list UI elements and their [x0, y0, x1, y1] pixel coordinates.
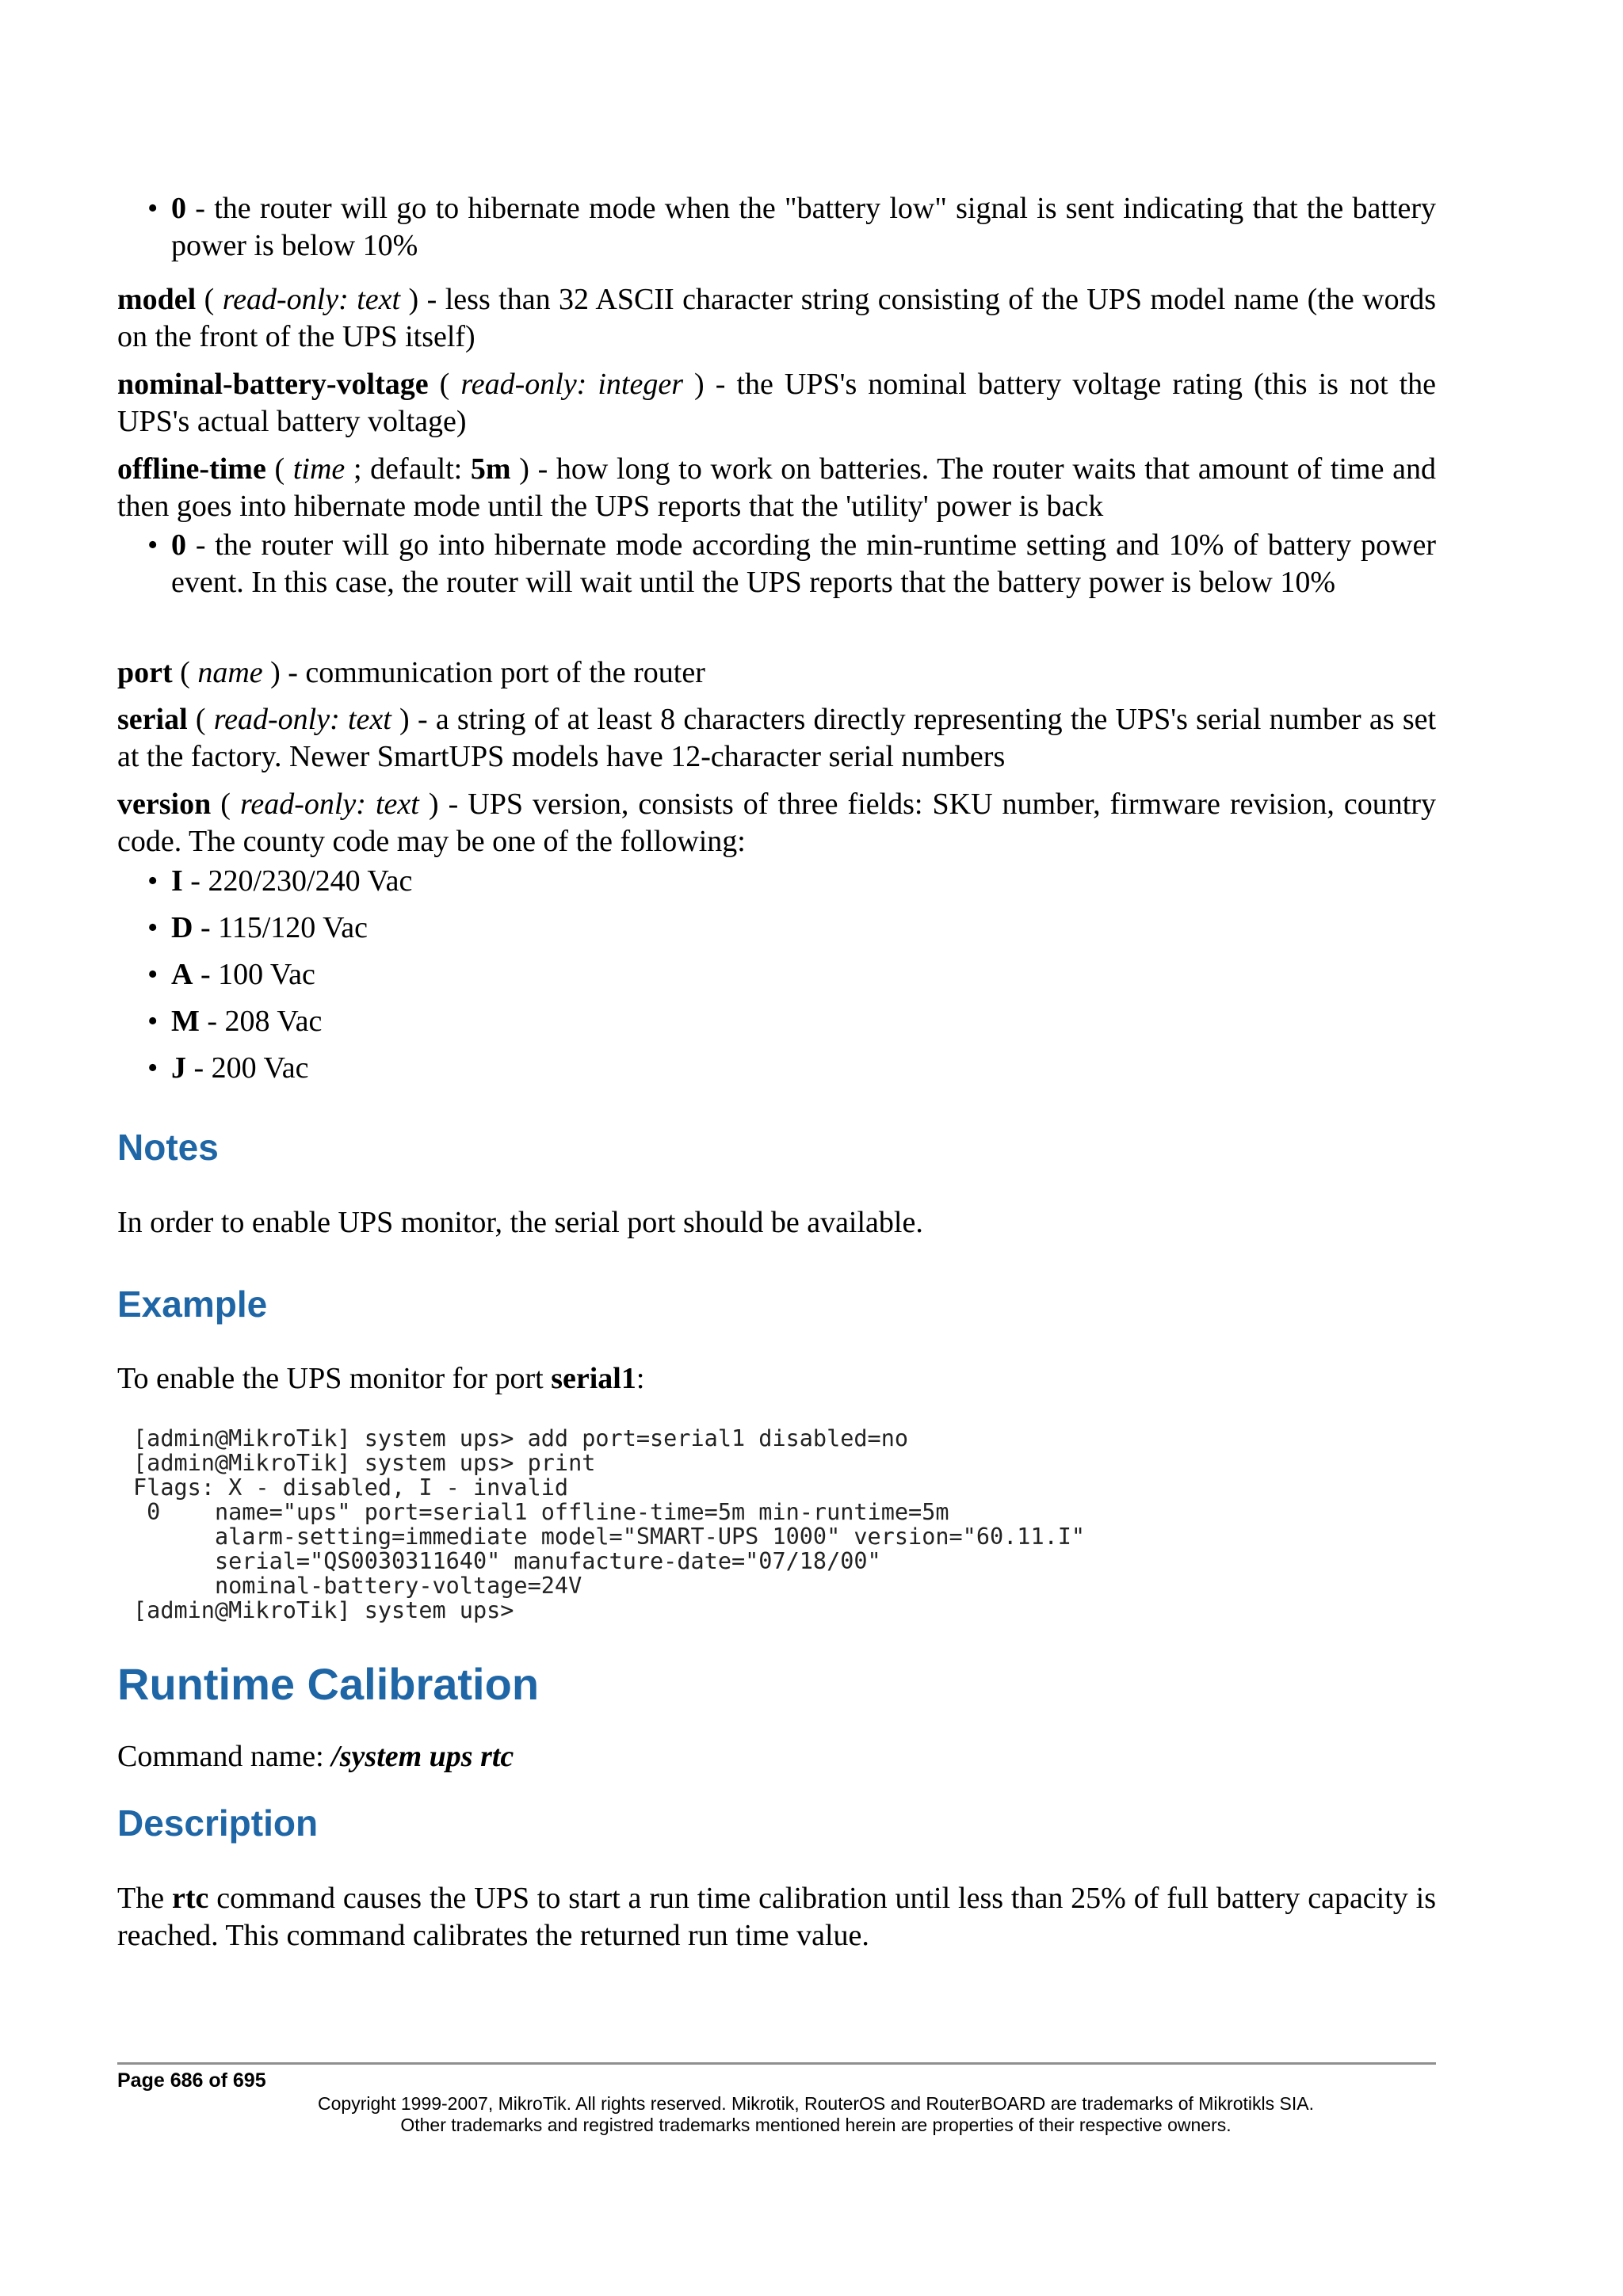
bullet-text: - 115/120 Vac	[193, 911, 369, 944]
command-name	[117, 1738, 1436, 1775]
property-name: model	[117, 283, 197, 316]
property-version	[117, 786, 1436, 860]
property-desc: - communication port of the router	[288, 656, 705, 689]
description-post: command causes the UPS to start a run time calibration until less than 25% of full battery capacity is reached. This command calibrates the returned run time value.	[117, 1882, 1436, 1952]
paren-close: )	[510, 452, 538, 486]
command-value: /system ups rtc	[331, 1740, 514, 1773]
paren-close: )	[400, 283, 427, 316]
bullet-marker: •	[147, 192, 158, 225]
bullet-marker: •	[147, 911, 158, 944]
property-desc: - the UPS's nominal battery voltage rating (this is not the UPS's actual battery voltage)	[117, 368, 1437, 438]
bullet-key: I	[171, 864, 183, 898]
footer-divider	[117, 2062, 1436, 2065]
bullet-text: - 200 Vac	[186, 1051, 309, 1085]
property-type: read-only: text	[239, 788, 419, 821]
description-pre: The	[117, 1882, 172, 1915]
property-offline-time	[117, 451, 1436, 525]
paren-close: )	[418, 788, 449, 821]
bullet-marker: •	[147, 528, 158, 562]
default-value: 5m	[470, 452, 511, 486]
bullet-text: - the router will go into hibernate mode according the min-runtime setting and 10% of battery power event. In this case, the router will wait until the UPS reports that the battery power is below 10%	[171, 528, 1436, 599]
section-heading: Runtime Calibration	[117, 1659, 540, 1709]
property-model	[117, 281, 1436, 356]
description-text	[117, 1880, 1436, 1955]
property-name: port	[117, 656, 173, 689]
list-item	[147, 1003, 1436, 1040]
list-item	[147, 1050, 1436, 1087]
paren-open: (	[196, 283, 223, 316]
bullet-marker: •	[147, 864, 158, 898]
command-label: Command name:	[117, 1740, 332, 1773]
example-port: serial1	[551, 1362, 636, 1395]
property-name: serial	[117, 703, 188, 736]
bullet-text: - 208 Vac	[199, 1005, 323, 1038]
paren-open: (	[211, 788, 240, 821]
paren-close: )	[391, 703, 418, 736]
paren-open: (	[172, 656, 198, 689]
list-item	[147, 910, 1436, 947]
paren-close: )	[262, 656, 288, 689]
property-type: name	[197, 656, 263, 689]
bullet-key: M	[171, 1005, 200, 1038]
example-heading: Example	[117, 1283, 268, 1325]
property-name: offline-time	[117, 452, 266, 486]
paren-close: )	[683, 368, 716, 401]
list-item	[147, 863, 1436, 900]
notes-text: In order to enable UPS monitor, the serial port should be available.	[117, 1206, 923, 1239]
property-type: read-only: text	[222, 283, 401, 316]
description-heading: Description	[117, 1802, 319, 1844]
bullet-marker: •	[147, 1005, 158, 1038]
trademark-line: Other trademarks and registred trademarks mentioned herein are properties of their respective owners.	[400, 2115, 1232, 2135]
property-name: version	[117, 788, 212, 821]
bullet-text: - the router will go to hibernate mode when the "battery low" signal is sent indicating that the battery power is below 10%	[171, 192, 1436, 262]
property-port	[117, 654, 1436, 692]
list-item	[147, 527, 1436, 601]
list-item	[147, 956, 1436, 994]
paren-open: (	[265, 452, 293, 486]
description-command: rtc	[171, 1882, 209, 1915]
property-desc: - UPS version, consists of three fields: SKU number, firmware revision, country code. The county code may be one of the following:	[117, 788, 1436, 858]
property-desc: - how long to work on batteries. The router waits that amount of time and then goes into hibernate mode until the UPS reports that the 'utility' power is back	[117, 452, 1436, 523]
property-name: nominal-battery-voltage	[117, 368, 429, 401]
paren-open: (	[187, 703, 214, 736]
bullet-text: - 220/230/240 Vac	[182, 864, 413, 898]
property-serial	[117, 701, 1436, 776]
bullet-marker: •	[147, 958, 158, 991]
property-desc: - a string of at least 8 characters directly representing the UPS's serial number as set at the factory. Newer SmartUPS models have 12-character serial numbers	[117, 703, 1437, 773]
notes-heading: Notes	[117, 1127, 219, 1168]
property-type: read-only: integer	[460, 368, 684, 401]
paren-open: (	[428, 368, 461, 401]
page-number: Page 686 of 695	[117, 2069, 266, 2092]
copyright-line: Copyright 1999-2007, MikroTik. All rights reserved. Mikrotik, RouterOS and RouterBOARD are trademarks of Mikrotikls SIA.	[318, 2093, 1314, 2114]
bullet-text: - 100 Vac	[193, 958, 315, 991]
bullet-marker: •	[147, 1051, 158, 1085]
example-intro-end: :	[636, 1362, 645, 1395]
bullet-key: D	[171, 911, 193, 944]
property-type: time	[292, 452, 346, 486]
default-label: ; default:	[345, 452, 471, 486]
bullet-key: A	[171, 958, 193, 991]
code-block: [admin@MikroTik] system ups> add port=serial1 disabled=no [admin@MikroTik] system ups> print Flags: X - disabled, I - invalid 0 name="ups" port=serial1 offline-time=5m min-runtime=5m alarm-setting=immediate model="SMART-UPS 1000" version="60.11.I" serial="QS0030311640" manufacture-date="07/18/00" nominal-battery-voltage=24V [admin@MikroTik] system ups>	[133, 1425, 1086, 1623]
property-type: read-only: text	[213, 703, 391, 736]
footer-copyright	[117, 2093, 1514, 2136]
example-intro-text: To enable the UPS monitor for port	[117, 1362, 552, 1395]
bullet-key: 0	[171, 528, 186, 562]
example-intro	[117, 1360, 1436, 1398]
property-nominal-battery-voltage	[117, 366, 1436, 441]
bullet-key: 0	[171, 192, 186, 225]
bullet-key: J	[171, 1051, 186, 1085]
property-desc: - less than 32 ASCII character string consisting of the UPS model name (the words on the front of the UPS itself)	[117, 283, 1437, 353]
list-item	[147, 190, 1436, 265]
